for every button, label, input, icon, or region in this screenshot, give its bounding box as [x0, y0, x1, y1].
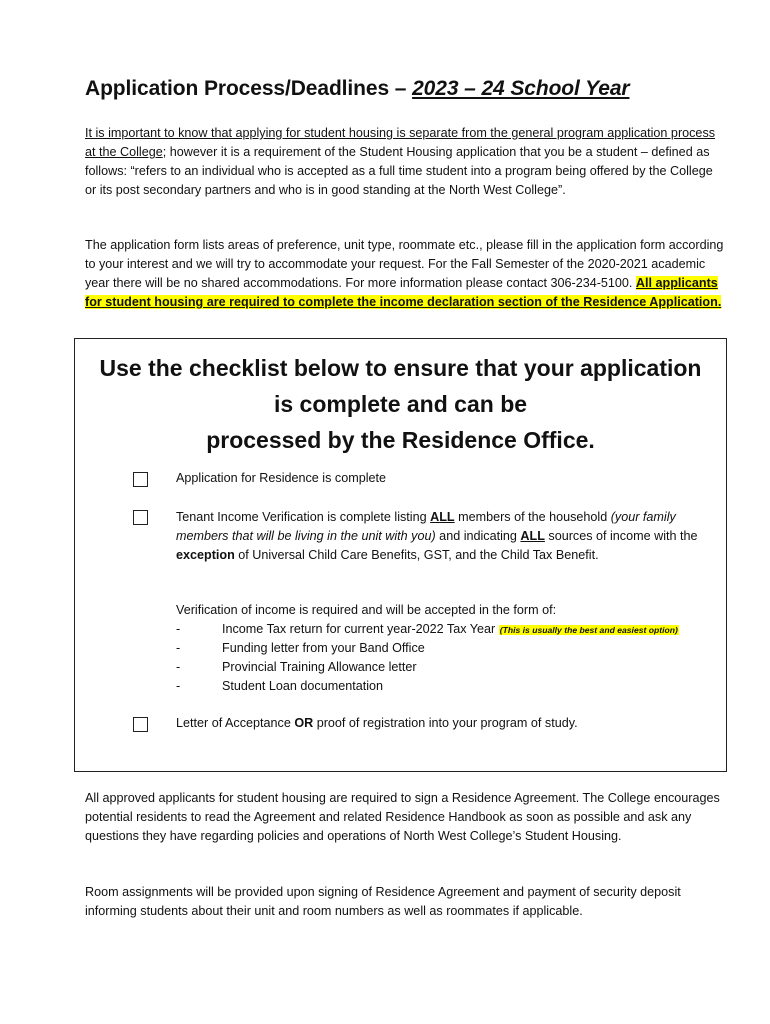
application-form-paragraph [85, 236, 725, 312]
application-form-text: The application form lists areas of preference, unit type, roommate etc., please fill in the application form according to your interest and we will try to accommodate your request. For the Fall Semester of the 2020-2021 academic year there will be no shared accommodations. For more information please contact 306-234-5100. [85, 238, 724, 290]
verification-section [176, 601, 721, 696]
checklist-heading-line2: is complete and can be [273, 391, 528, 417]
intro-underlined: It is important to know that applying for student housing is separate from the general program application process at the College [85, 126, 716, 159]
checklist-heading [75, 350, 726, 458]
acceptance-letter-checkbox[interactable] [133, 717, 148, 732]
checklist-item-residence-application: Application for Residence is complete [176, 471, 387, 485]
item2-text-3: and indicating [435, 529, 521, 543]
item2-all-sources: ALL [520, 529, 545, 543]
checklist-item-income-verification [176, 508, 701, 565]
dash-bullet: - [176, 679, 181, 693]
item2-text-2: members of the household [454, 510, 611, 524]
income-verification-checkbox[interactable] [133, 510, 148, 525]
verification-item [176, 677, 721, 696]
page-title [85, 77, 629, 101]
best-option-note: (This is usually the best and easiest option) [499, 625, 678, 635]
verification-item-band-letter: Funding letter from your Band Office [222, 641, 425, 655]
item3-or: OR [294, 716, 314, 730]
checklist-heading-line1: Use the checklist below to ensure that your application [99, 355, 702, 381]
verification-item-student-loan: Student Loan documentation [222, 679, 384, 693]
dash-bullet: - [176, 622, 181, 636]
item3-text-1: Letter of Acceptance [176, 716, 295, 730]
title-main: Application Process/Deadlines – [85, 77, 413, 100]
agreement-paragraph: All approved applicants for student housing are required to sign a Residence Agreement. The College encourages potential residents to read the Agreement and related Residence Handbook as soon as possible and ask any questions they have regarding policies and operations of North West College’s Student Housing. [85, 791, 720, 843]
checklist-box [74, 338, 727, 772]
checklist-item-acceptance-letter [176, 714, 701, 733]
item3-text-2: proof of registration into your program of study. [313, 716, 578, 730]
verification-item-training-allowance: Provincial Training Allowance letter [222, 660, 417, 674]
intro-paragraph [85, 124, 725, 200]
income-declaration-highlight: All applicants for student housing are required to complete the income declaration section of the Residence Application. [85, 276, 722, 309]
item2-all-members: ALL [430, 510, 455, 524]
item2-text-5: of Universal Child Care Benefits, GST, and the Child Tax Benefit. [234, 548, 599, 562]
verification-item-tax-return: Income Tax return for current year-2022 Tax Year [222, 622, 499, 636]
title-year: 2023 – 24 School Year [412, 77, 630, 100]
item2-text-1: Tenant Income Verification is complete listing [176, 510, 431, 524]
checklist-heading-line3: processed by the Residence Office. [206, 427, 595, 453]
verification-intro: Verification of income is required and will be accepted in the form of: [176, 603, 557, 617]
verification-item [176, 658, 721, 677]
item2-exception: exception [176, 548, 235, 562]
room-assignments-paragraph: Room assignments will be provided upon signing of Residence Agreement and payment of security deposit informing students about their unit and room numbers as well as roommates if applicable. [85, 885, 681, 918]
item2-family-note: (your family members that will be living in the unit with you) [176, 510, 676, 543]
dash-bullet: - [176, 660, 181, 674]
item2-text-4: sources of income with the [544, 529, 698, 543]
verification-item [176, 620, 721, 639]
residence-application-checkbox[interactable] [133, 472, 148, 487]
dash-bullet: - [176, 641, 181, 655]
intro-rest: ; however it is a requirement of the Student Housing application that you be a student – defined as follows: “refers to an individual who is accepted as a full time student into a program being offered by the College or its post secondary partners and who is in good standing at the North West College”. [85, 145, 713, 197]
verification-item [176, 639, 721, 658]
